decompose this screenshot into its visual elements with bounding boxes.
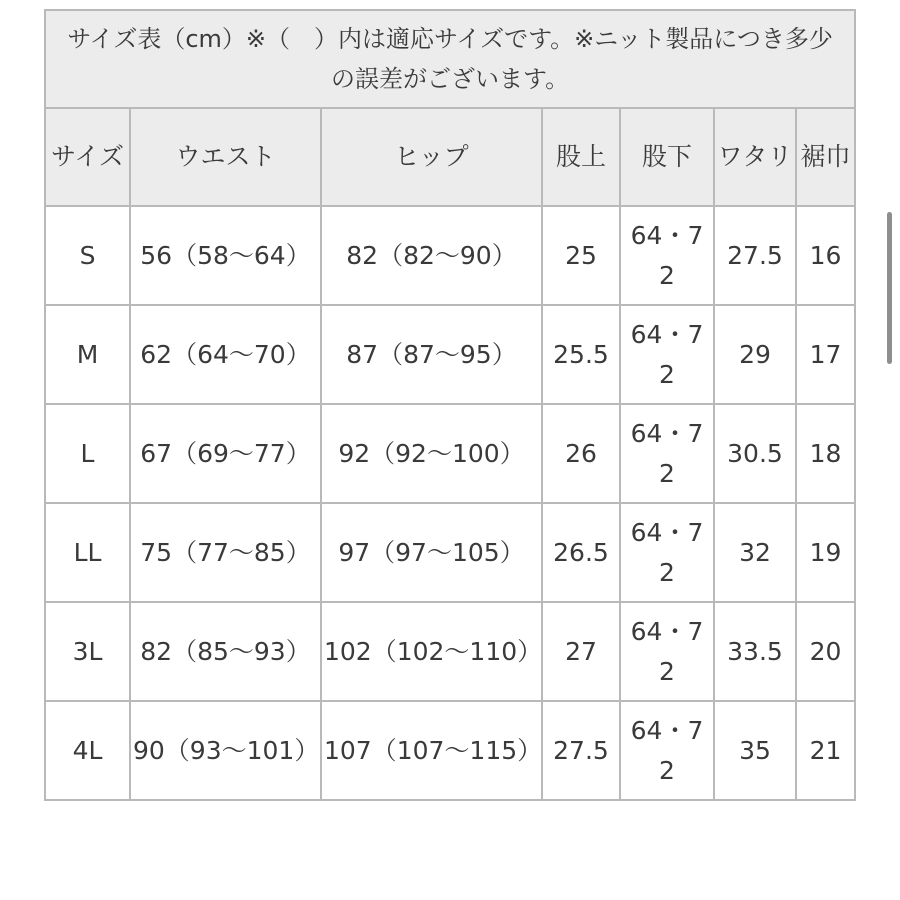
table-caption: サイズ表（cm）※（ ）内は適応サイズです。※ニット製品につき多少の誤差がございます。: [45, 10, 855, 108]
cell-hem: 16: [796, 206, 855, 305]
size-chart-table: [44, 9, 856, 801]
cell-inseam: 64・72: [620, 602, 714, 701]
cell-size: 4L: [45, 701, 130, 800]
cell-hem: 18: [796, 404, 855, 503]
header-rise: 股上: [542, 108, 620, 206]
header-hem: 裾巾: [796, 108, 855, 206]
caption-row: [45, 10, 855, 108]
cell-hip: 87（87〜95）: [321, 305, 542, 404]
cell-hip: 97（97〜105）: [321, 503, 542, 602]
table-row: [45, 206, 855, 305]
cell-thigh: 27.5: [714, 206, 796, 305]
cell-rise: 26.5: [542, 503, 620, 602]
cell-thigh: 33.5: [714, 602, 796, 701]
cell-thigh: 32: [714, 503, 796, 602]
cell-thigh: 29: [714, 305, 796, 404]
cell-waist: 56（58〜64）: [130, 206, 321, 305]
cell-thigh: 30.5: [714, 404, 796, 503]
cell-inseam: 64・72: [620, 404, 714, 503]
table-row: [45, 701, 855, 800]
cell-waist: 75（77〜85）: [130, 503, 321, 602]
cell-waist: 67（69〜77）: [130, 404, 321, 503]
cell-size: L: [45, 404, 130, 503]
cell-rise: 27.5: [542, 701, 620, 800]
cell-rise: 26: [542, 404, 620, 503]
header-waist: ウエスト: [130, 108, 321, 206]
header-thigh: ワタリ: [714, 108, 796, 206]
header-row: [45, 108, 855, 206]
table-row: [45, 503, 855, 602]
cell-hem: 17: [796, 305, 855, 404]
cell-waist: 62（64〜70）: [130, 305, 321, 404]
cell-rise: 27: [542, 602, 620, 701]
header-size: サイズ: [45, 108, 130, 206]
cell-thigh: 35: [714, 701, 796, 800]
cell-hip: 82（82〜90）: [321, 206, 542, 305]
cell-size: S: [45, 206, 130, 305]
cell-hip: 102（102〜110）: [321, 602, 542, 701]
header-inseam: 股下: [620, 108, 714, 206]
cell-size: LL: [45, 503, 130, 602]
cell-waist: 90（93〜101）: [130, 701, 321, 800]
cell-hem: 20: [796, 602, 855, 701]
cell-hip: 92（92〜100）: [321, 404, 542, 503]
table-row: [45, 404, 855, 503]
cell-hem: 21: [796, 701, 855, 800]
cell-hem: 19: [796, 503, 855, 602]
cell-inseam: 64・72: [620, 503, 714, 602]
cell-hip: 107（107〜115）: [321, 701, 542, 800]
table-row: [45, 305, 855, 404]
cell-inseam: 64・72: [620, 305, 714, 404]
cell-size: M: [45, 305, 130, 404]
cell-size: 3L: [45, 602, 130, 701]
header-hip: ヒップ: [321, 108, 542, 206]
scrollbar[interactable]: [887, 212, 892, 364]
table-row: [45, 602, 855, 701]
cell-rise: 25.5: [542, 305, 620, 404]
cell-inseam: 64・72: [620, 701, 714, 800]
cell-inseam: 64・72: [620, 206, 714, 305]
cell-waist: 82（85〜93）: [130, 602, 321, 701]
cell-rise: 25: [542, 206, 620, 305]
